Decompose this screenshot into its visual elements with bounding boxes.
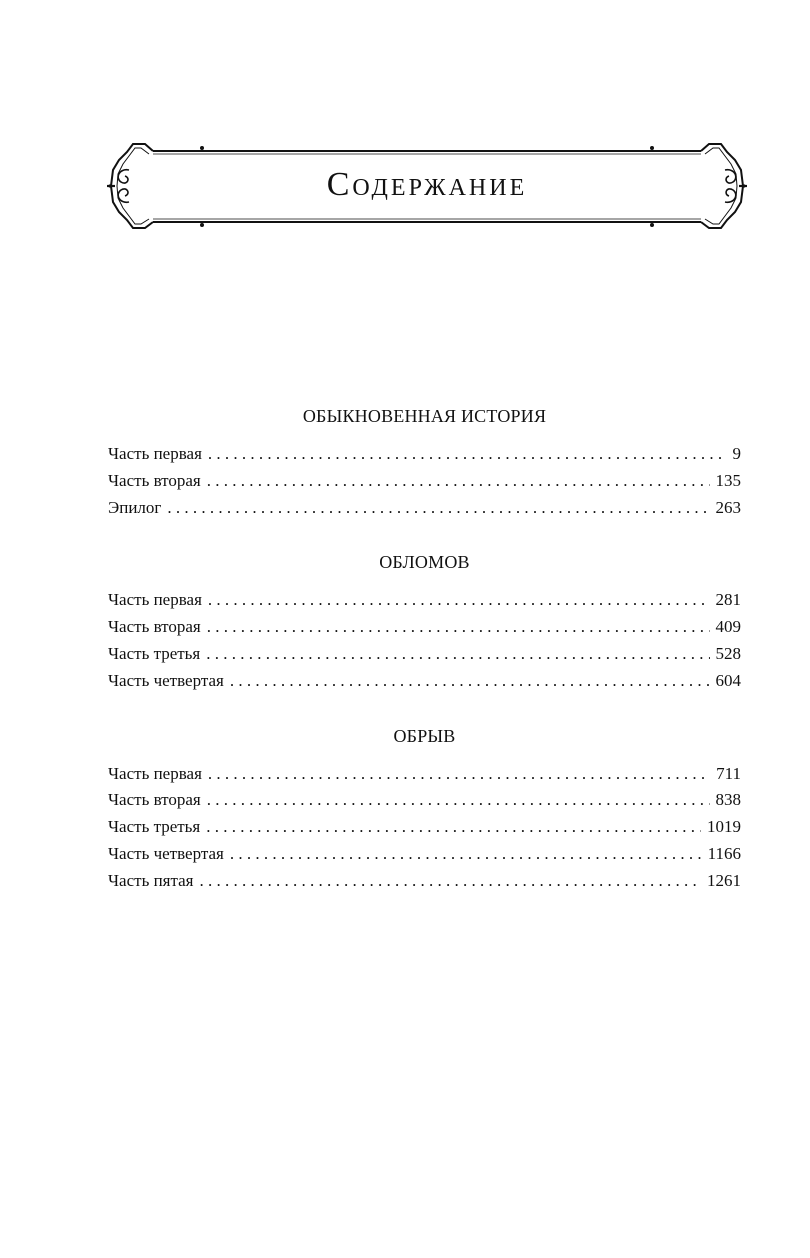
title-frame xyxy=(105,138,749,233)
toc-entry xyxy=(108,787,741,814)
entry-page-number: 9 xyxy=(732,444,741,463)
entry-label: Часть третья xyxy=(108,643,201,663)
entry-page-number: 604 xyxy=(715,670,741,690)
entry-label: Часть первая xyxy=(108,763,202,783)
dot-leader xyxy=(200,868,702,895)
entry-page-number: 1261 xyxy=(707,870,741,890)
entry-label: Часть вторая xyxy=(108,617,201,637)
entry-label: Часть четвертая xyxy=(108,843,224,863)
page-title: Содержание xyxy=(326,166,528,203)
entry-page-number: 1019 xyxy=(707,817,741,837)
dot-leader xyxy=(230,668,710,695)
entry-page-number: 1166 xyxy=(707,843,741,863)
entry-page-number: 528 xyxy=(715,643,741,663)
entry-page-number: 135 xyxy=(715,470,741,490)
toc-entry xyxy=(108,841,741,868)
dot-leader xyxy=(208,587,710,614)
toc-entry xyxy=(108,761,741,788)
dot-leader xyxy=(206,641,709,668)
toc-entries xyxy=(108,587,741,694)
dot-leader xyxy=(206,814,701,841)
entry-label: Часть вторая xyxy=(108,790,201,810)
toc-entry xyxy=(108,468,741,495)
entry-label: Часть первая xyxy=(108,444,202,463)
dot-leader xyxy=(230,841,702,868)
dot-leader xyxy=(167,495,709,522)
toc-entry xyxy=(108,614,741,641)
toc-entries xyxy=(108,441,741,521)
entry-page-number: 409 xyxy=(715,617,741,637)
toc-entry xyxy=(108,814,741,841)
dot-leader xyxy=(207,614,710,641)
dot-leader xyxy=(208,761,710,788)
toc-entry xyxy=(108,587,741,614)
entry-label: Часть вторая xyxy=(108,470,201,490)
entry-page-number: 281 xyxy=(715,590,741,610)
entry-label: Часть пятая xyxy=(108,870,194,890)
toc-entry xyxy=(108,495,741,522)
entry-label: Часть первая xyxy=(108,590,202,610)
entry-label: Часть третья xyxy=(108,817,201,837)
entry-page-number: 711 xyxy=(716,763,741,783)
dot-leader xyxy=(208,441,727,468)
toc-entry xyxy=(108,441,741,468)
toc-section xyxy=(108,723,741,895)
section-title: ОБЫКНОВЕННАЯ ИСТОРИЯ xyxy=(302,406,547,426)
dot-leader xyxy=(207,787,710,814)
toc-entry xyxy=(108,668,741,695)
dot-leader xyxy=(207,468,710,495)
toc-entry xyxy=(108,868,741,895)
toc-entries xyxy=(108,761,741,895)
toc-entry xyxy=(108,641,741,668)
entry-label: Эпилог xyxy=(108,497,162,517)
table-of-contents xyxy=(108,403,741,923)
entry-label: Часть четвертая xyxy=(108,670,224,690)
section-title: ОБРЫВ xyxy=(393,725,456,746)
section-title: ОБЛОМОВ xyxy=(379,552,470,573)
entry-page-number: 263 xyxy=(715,497,741,517)
toc-section xyxy=(108,403,741,521)
toc-section xyxy=(108,549,741,694)
entry-page-number: 838 xyxy=(715,790,741,810)
